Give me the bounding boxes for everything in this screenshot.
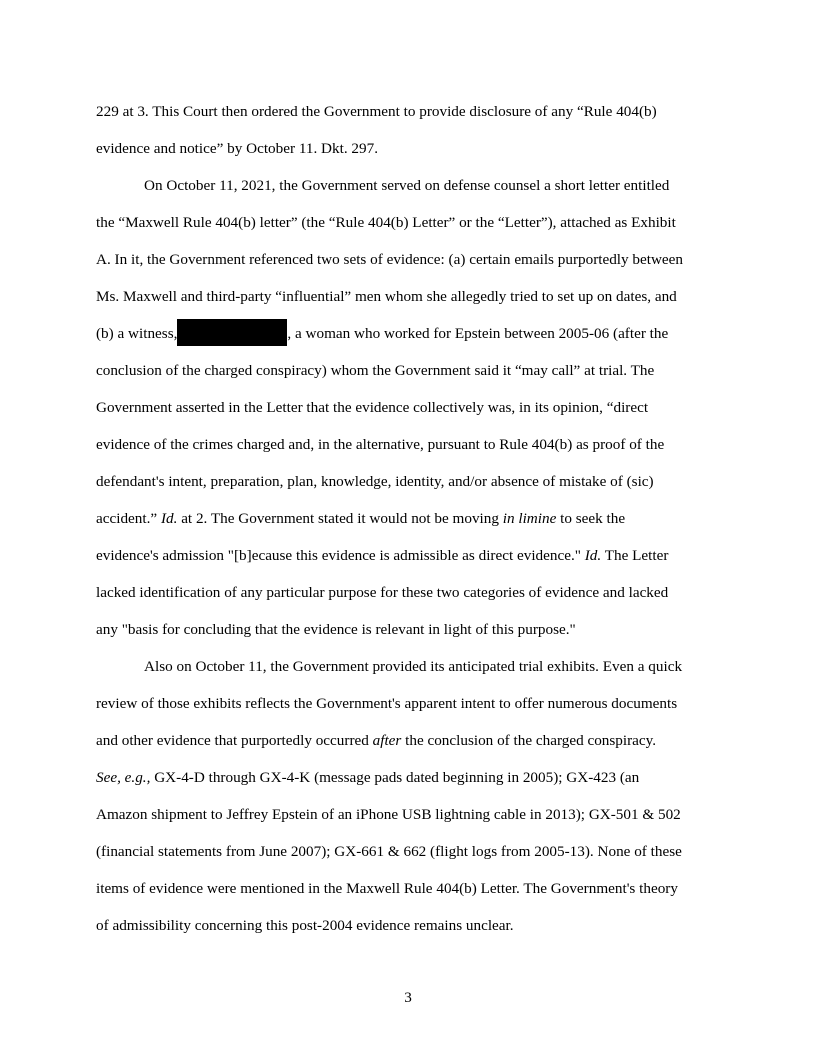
text-line: 229 at 3. This Court then ordered the Government to provide disclosure of any “Rule 404(b) — [96, 103, 657, 120]
text-line: of admissibility concerning this post-2004 evidence remains unclear. — [96, 917, 514, 934]
paragraph-start-line: Also on October 11, the Government provided its anticipated trial exhibits. Even a quick — [144, 658, 683, 675]
paragraph-start-line: On October 11, 2021, the Government served on defense counsel a short letter entitled — [144, 177, 670, 194]
text-line: defendant's intent, preparation, plan, knowledge, identity, and/or absence of mistake of (sic) — [96, 473, 654, 490]
text-line: Amazon shipment to Jeffrey Epstein of an iPhone USB lightning cable in 2013); GX-501 & 502 — [96, 806, 681, 823]
text-line: lacked identification of any particular purpose for these two categories of evidence and lacked — [96, 584, 669, 601]
text-line: conclusion of the charged conspiracy) whom the Government said it “may call” at trial. The — [96, 362, 655, 379]
text-line: A. In it, the Government referenced two sets of evidence: (a) certain emails purportedly between — [96, 251, 684, 268]
text-line: the “Maxwell Rule 404(b) letter” (the “Rule 404(b) Letter” or the “Letter”), attached as Exhibit — [96, 214, 676, 231]
text-line: review of those exhibits reflects the Government's apparent intent to offer numerous documents — [96, 695, 678, 712]
page-number: 3 — [404, 989, 412, 1006]
text-line: Government asserted in the Letter that the evidence collectively was, in its opinion, “direct — [96, 399, 649, 416]
document-body — [96, 93, 722, 944]
text-line: (b) a witness, , a woman who worked for Epstein between 2005-06 (after the — [96, 315, 722, 352]
text-line: evidence of the crimes charged and, in the alternative, pursuant to Rule 404(b) as proof of the — [96, 436, 665, 453]
text-line: accident.” Id. at 2. The Government stated it would not be moving in limine to seek the — [96, 510, 626, 527]
text-line: Ms. Maxwell and third-party “influential” men whom she allegedly tried to set up on dates, and — [96, 288, 677, 305]
text-line: any "basis for concluding that the evidence is relevant in light of this purpose." — [96, 621, 576, 638]
text-line: evidence and notice” by October 11. Dkt. 297. — [96, 140, 378, 157]
text-line: evidence's admission "[b]ecause this evidence is admissible as direct evidence." Id. The Letter — [96, 547, 669, 564]
redaction-block — [177, 319, 287, 346]
text-line: items of evidence were mentioned in the Maxwell Rule 404(b) Letter. The Government's theory — [96, 880, 678, 897]
text-line: See, e.g., GX-4-D through GX-4-K (message pads dated beginning in 2005); GX-423 (an — [96, 769, 640, 786]
text-line: and other evidence that purportedly occurred after the conclusion of the charged conspiracy. — [96, 732, 657, 749]
text-line: (financial statements from June 2007); GX-661 & 662 (flight logs from 2005-13). None of these — [96, 843, 682, 860]
